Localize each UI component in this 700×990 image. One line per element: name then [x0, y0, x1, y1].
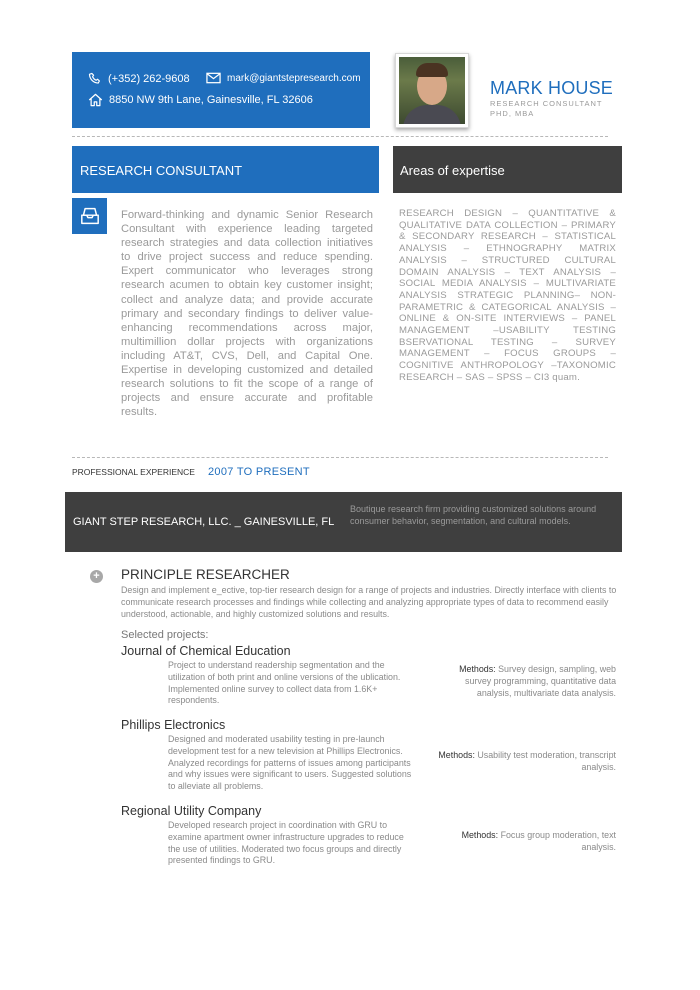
methods-label: Methods: — [461, 830, 499, 840]
contact-box — [72, 52, 370, 128]
experience-dates: 2007 TO PRESENT — [208, 466, 310, 478]
candidate-name: MARK HOUSE — [490, 78, 614, 98]
home-icon — [88, 93, 103, 107]
role-description: Design and implement e_ective, top-tier research design for a range of projects and industries. Directly interface with clients to communicate research processes and findings while collecting and analyzing appropriate types of data to recommend easily understood, actionable, and highly customized solutions and results. — [121, 585, 617, 619]
project-methods — [436, 750, 616, 774]
summary-heading: RESEARCH CONSULTANT — [72, 146, 379, 193]
address-row — [88, 93, 313, 107]
experience-label: PROFESSIONAL EXPERIENCE — [72, 467, 195, 477]
company-name: GIANT STEP RESEARCH, LLC. _ GAINESVILLE, FL — [73, 516, 335, 528]
methods-label: Methods: — [459, 664, 496, 674]
expertise-heading: Areas of expertise — [393, 146, 622, 193]
plus-circle-icon: + — [90, 570, 103, 583]
candidate-degrees: PHD, MBA — [490, 109, 535, 118]
phone-icon — [88, 72, 102, 86]
divider — [72, 457, 608, 458]
envelope-icon — [206, 72, 221, 84]
summary-text: Forward-thinking and dynamic Senior Research Consultant with experience leading targeted research strategies and data collection initiatives to drive project success and reduce spending. Expert communicator who leverages strong research acumen to obtain key customer insight; collect and analyze data; and provide accurate primary and secondary findings to deliver value-enhancing recommendations across major, multimillion dollar projects with organizations including AT&T, CVS, Dell, and Capital One. Expertise in developing customized and detailed research solutions to fit the scope of a range of projects and ensure accurate and profitable results. — [121, 209, 373, 419]
project-title: Regional Utility Company — [121, 804, 262, 818]
methods-text: Usability test moderation, transcript analysis. — [477, 750, 616, 772]
project-title: Phillips Electronics — [121, 718, 226, 732]
phone-row — [88, 72, 190, 86]
project-methods — [436, 830, 616, 854]
project-description: Developed research project in coordination with GRU to examine apartment owner infrastructure upgrades to reduce the use of utilities. Moderated two focus groups and directly presented findings to GRU. — [168, 820, 404, 866]
email-row — [206, 72, 361, 84]
expertise-text: RESEARCH DESIGN – QUANTITATIVE & QUALITATIVE DATA COLLECTION – PRIMARY & SECONDARY RESEARCH – STATISTICAL ANALYSIS – ETHNOGRAPHY MATRIX ANALYSIS – STRUCTURED CULTURAL DOMAIN ANALYSIS – TEXT ANALYSIS – SOCIAL MEDIA ANALYSIS – MULTIVARIATE ANALYSIS STRATEGIC PLANNING– NON-PARAMETRIC & CATEGORICAL ANALYSIS – ONLINE & ON-SITE INTERVIEWS – PANEL MANAGEMENT –USABILITY TESTING BSERVATIONAL TESTING – SURVEY MANAGEMENT – FOCUS GROUPS – COGNITIVE ANTHROPOLOGY –TAXONOMIC RESEARCH – SAS – SPSS – CI3 quam. — [399, 208, 616, 383]
project-title: Journal of Chemical Education — [121, 644, 291, 658]
company-bar — [65, 492, 622, 552]
methods-label: Methods: — [438, 750, 475, 760]
profile-photo — [395, 53, 469, 128]
selected-projects-label: Selected projects: — [121, 629, 209, 641]
email-address[interactable]: mark@giantstepresearch.com — [227, 72, 361, 84]
phone-number[interactable]: (+352) 262-9608 — [108, 73, 190, 85]
methods-text: Survey design, sampling, web survey programming, quantitative data analysis, multivariate data analysis. — [465, 664, 616, 698]
role-title: PRINCIPLE RESEARCHER — [121, 567, 290, 582]
project-description: Designed and moderated usability testing in pre-launch development test for a new television at Phillips Electronics. Analyzed recordings for patterns of issues among participants and why issues were significant to users. Suggested solutions to alleviate all problems. — [168, 734, 412, 792]
document-tray-icon — [72, 198, 107, 234]
methods-text: Focus group moderation, text analysis. — [500, 830, 616, 852]
divider — [72, 136, 608, 137]
candidate-title: RESEARCH CONSULTANT — [490, 99, 603, 108]
address: 8850 NW 9th Lane, Gainesville, FL 32606 — [109, 94, 313, 106]
company-description: Boutique research firm providing customized solutions around consumer behavior, segmentation, and cultural models. — [350, 504, 597, 526]
avatar — [399, 57, 465, 124]
project-description: Project to understand readership segmentation and the utilization of both print and online versions of the ublication. Implemented online survey to collect data from 1.6K+ respondents. — [168, 660, 401, 706]
project-methods — [436, 664, 616, 699]
